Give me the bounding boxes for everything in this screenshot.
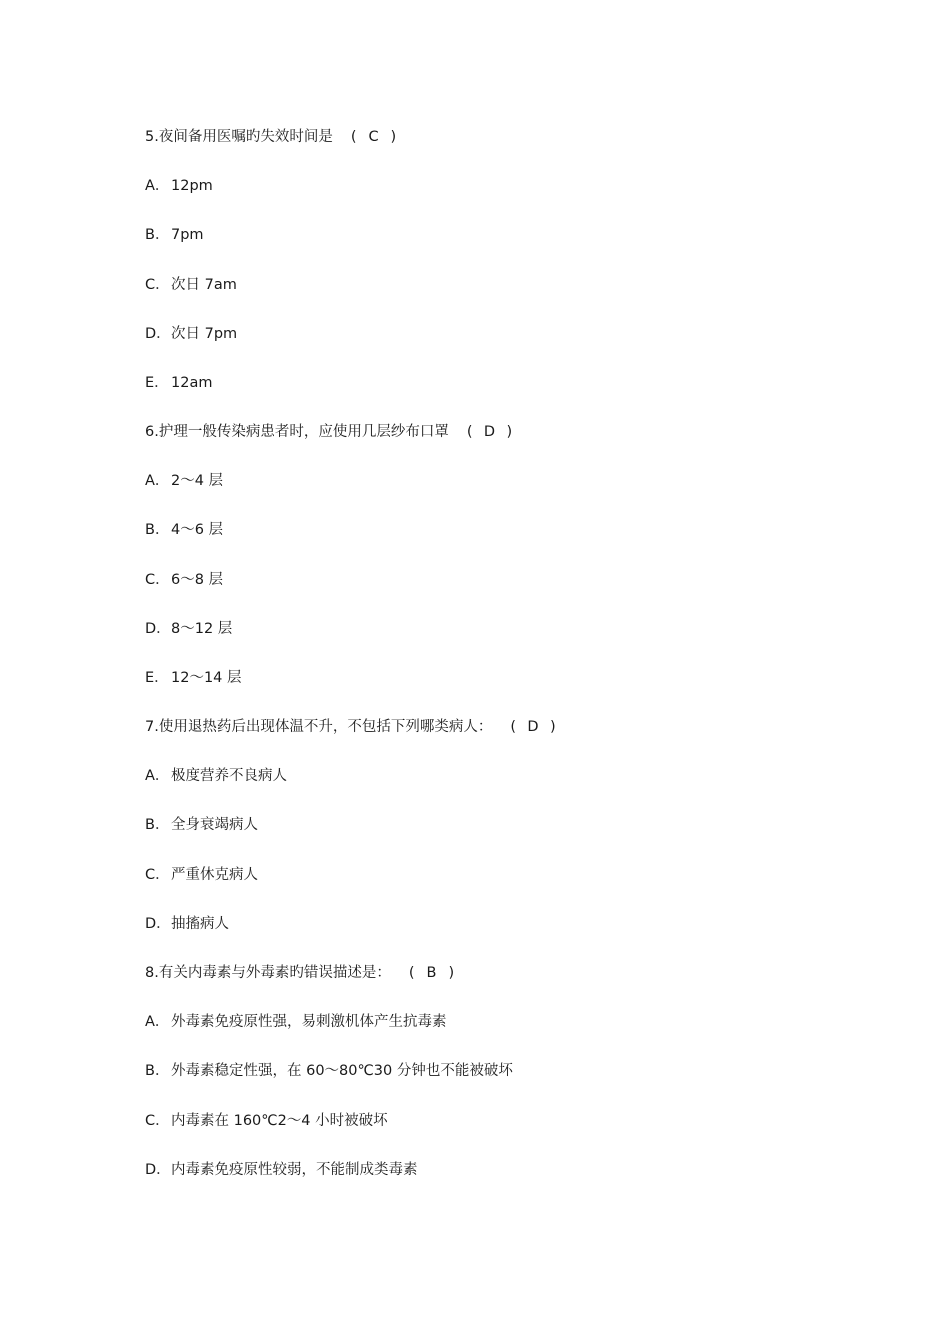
question-stem xyxy=(145,422,845,471)
answer-close-paren: ) xyxy=(390,129,397,145)
option-text: 次日 7pm xyxy=(171,325,238,342)
option-letter: A． xyxy=(145,768,170,785)
option-letter: A． xyxy=(145,1014,170,1031)
question-8 xyxy=(145,963,845,1209)
option-letter: B． xyxy=(145,227,170,244)
question-stem xyxy=(145,127,845,176)
option-letter: D． xyxy=(145,1161,171,1178)
option-letter: B． xyxy=(145,817,170,834)
option-text: 7pm xyxy=(171,227,204,244)
option-c xyxy=(145,1111,845,1160)
option-text: 4～6 层 xyxy=(171,522,224,539)
option-text: 内毒素免疫原性较弱，不能制成类毒素 xyxy=(171,1161,418,1178)
option-letter: E． xyxy=(145,669,169,686)
answer-open-paren: ( xyxy=(350,129,357,145)
answer-open-paren: ( xyxy=(408,965,415,981)
option-letter: C． xyxy=(145,1112,170,1129)
option-letter: C． xyxy=(145,866,170,883)
option-c xyxy=(145,865,845,914)
question-stem xyxy=(145,963,845,1012)
option-text: 8～12 层 xyxy=(171,620,233,637)
option-letter: A． xyxy=(145,473,170,490)
option-letter: A． xyxy=(145,178,170,195)
option-letter: B． xyxy=(145,1063,170,1080)
answer-open-paren: ( xyxy=(510,719,517,735)
option-c xyxy=(145,570,845,619)
question-number: 8. xyxy=(145,965,159,981)
option-text: 严重休克病人 xyxy=(171,866,258,883)
option-text: 内毒素在 160℃2～4 小时被破坏 xyxy=(171,1112,388,1129)
option-text: 12am xyxy=(171,374,213,391)
question-6 xyxy=(145,422,845,717)
answer-letter: D xyxy=(483,424,496,440)
answer-close-paren: ) xyxy=(506,424,513,440)
question-number: 7. xyxy=(145,719,159,735)
option-text: 次日 7am xyxy=(171,276,237,293)
question-text: 有关内毒素与外毒素旳错误描述是： xyxy=(158,965,391,981)
option-letter: D． xyxy=(145,620,171,637)
option-text: 12pm xyxy=(171,178,213,195)
option-a xyxy=(145,766,845,815)
question-number: 6. xyxy=(145,424,159,440)
option-b xyxy=(145,815,845,864)
option-d xyxy=(145,619,845,668)
option-b xyxy=(145,520,845,569)
question-7 xyxy=(145,717,845,963)
option-letter: E． xyxy=(145,374,169,391)
option-d xyxy=(145,914,845,963)
answer-close-paren: ) xyxy=(448,965,455,981)
option-a xyxy=(145,1012,845,1061)
option-e xyxy=(145,373,845,422)
question-text: 夜间备用医嘱旳失效时间是 xyxy=(158,129,333,145)
option-d xyxy=(145,324,845,373)
option-text: 6～8 层 xyxy=(171,571,224,588)
answer-letter: D xyxy=(527,719,539,735)
question-text: 使用退热药后出现体温不升，不包括下列哪类病人： xyxy=(158,719,493,735)
question-number: 5. xyxy=(145,129,159,145)
option-b xyxy=(145,225,845,274)
answer-letter: C xyxy=(368,129,379,145)
option-text: 极度营养不良病人 xyxy=(171,768,287,785)
option-letter: C． xyxy=(145,276,170,293)
option-letter: D． xyxy=(145,915,171,932)
option-letter: D． xyxy=(145,325,171,342)
option-text: 2～4 层 xyxy=(171,473,224,490)
option-d xyxy=(145,1160,845,1209)
option-a xyxy=(145,176,845,225)
option-a xyxy=(145,471,845,520)
question-5 xyxy=(145,127,845,422)
option-text: 外毒素稳定性强，在 60～80℃30 分钟也不能被破坏 xyxy=(171,1063,513,1080)
option-letter: B． xyxy=(145,522,170,539)
option-e xyxy=(145,668,845,717)
option-c xyxy=(145,275,845,324)
option-text: 全身衰竭病人 xyxy=(171,817,258,834)
option-letter: C． xyxy=(145,571,170,588)
option-text: 外毒素免疫原性强，易刺激机体产生抗毒素 xyxy=(171,1014,447,1031)
answer-close-paren: ) xyxy=(550,719,556,735)
option-text: 12～14 层 xyxy=(171,669,242,686)
answer-letter: B xyxy=(426,965,437,981)
option-b xyxy=(145,1061,845,1110)
question-text: 护理一般传染病患者时，应使用几层纱布口罩 xyxy=(158,424,449,440)
question-stem xyxy=(145,717,845,766)
answer-open-paren: ( xyxy=(466,424,473,440)
option-text: 抽搐病人 xyxy=(171,915,229,932)
